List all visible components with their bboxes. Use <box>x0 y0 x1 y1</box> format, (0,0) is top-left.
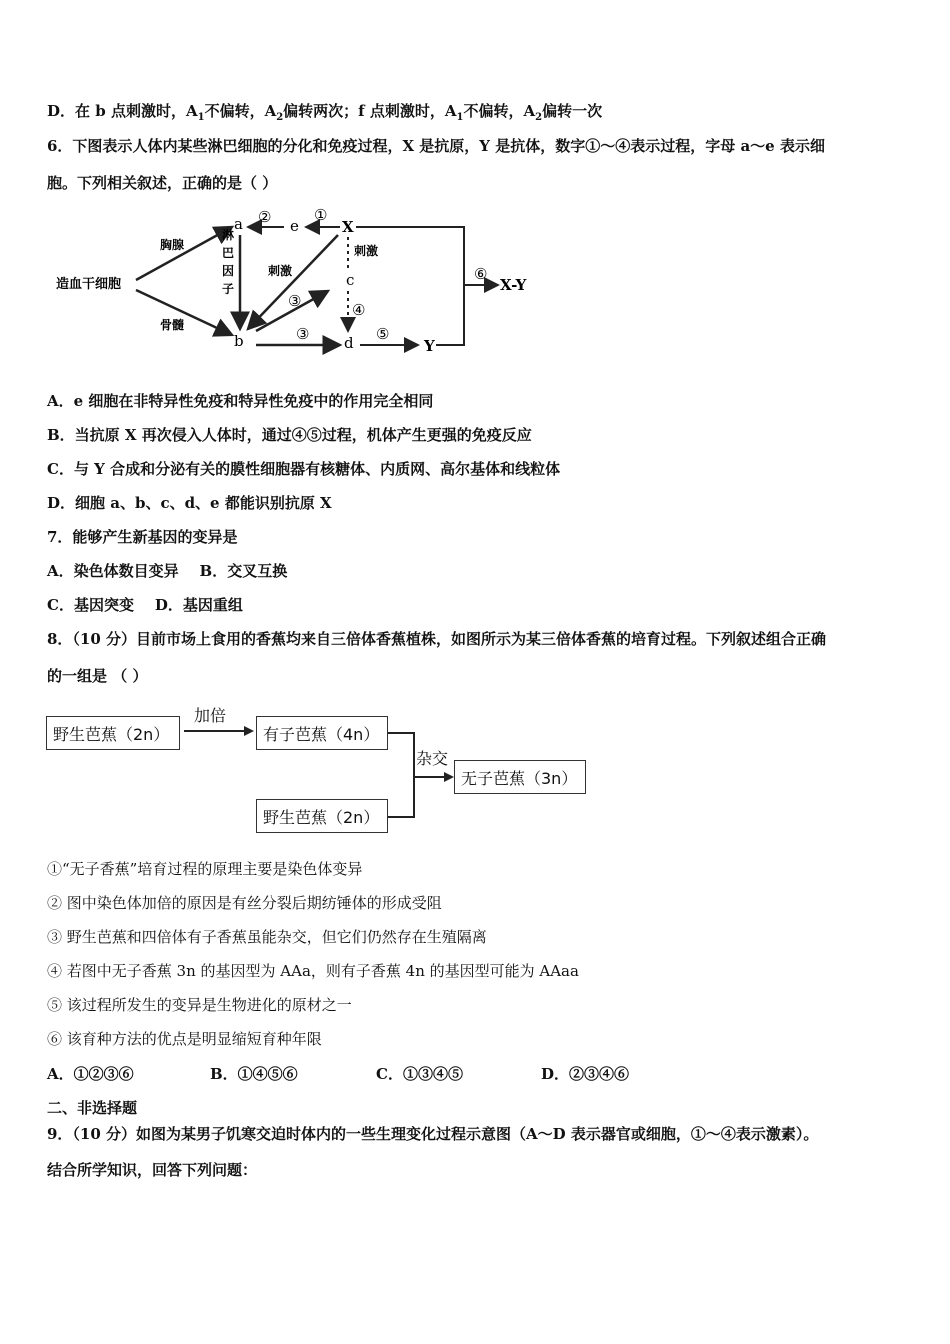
box-seedless-banana: 无子芭蕉（3n） <box>454 760 586 794</box>
box-wild-banana-2: 野生芭蕉（2n） <box>256 799 388 833</box>
marrow-label: 骨髓 <box>160 318 185 332</box>
arrow-hsc-a <box>136 227 232 280</box>
box-seeded-banana: 有子芭蕉（4n） <box>256 716 388 750</box>
q8-statement-4: ④ 若图中无子香蕉 3n 的基因型为 AAa，则有子香蕉 4n 的基因型可能为 AAaa <box>47 962 579 980</box>
q7-options-row2 <box>47 595 243 615</box>
q6-stem-line2: 胞。下列相关叙述，正确的是（ ） <box>47 174 278 192</box>
cell-b: b <box>234 332 244 350</box>
q6-option-a: A．e 细胞在非特异性免疫和特异性免疫中的作用完全相同 <box>47 392 434 410</box>
q8-stem-line1: 8．（10 分）目前市场上食用的香蕉均来自三倍体香蕉植株，如图所示为某三倍体香蕉的培育过程。下列叙述组合正确 <box>47 630 827 648</box>
process-5: ⑤ <box>376 325 390 343</box>
lymphokine-label: 淋巴因子 <box>222 228 235 296</box>
q5-option-d: D．在 b 点刺激时，$A_1$不偏转，$A_2$偏转两次；f 点刺激时，$A_1$不偏转，$A_2$偏转一次 <box>47 102 603 123</box>
q8-option-c: C．①③④⑤ <box>376 1065 463 1083</box>
antigen-x: X <box>342 218 354 236</box>
box-wild-banana-1: 野生芭蕉（2n） <box>46 716 180 750</box>
section-heading: 二、非选择题 <box>47 1099 138 1117</box>
xy-complex: X-Y <box>500 276 527 294</box>
lymphocyte-diagram <box>50 205 550 365</box>
arrow-doubling <box>182 723 256 739</box>
q6-option-c: C．与 Y 合成和分泌有关的膜性细胞器有核糖体、内质网、高尔基体和线粒体 <box>47 460 561 478</box>
q8-option-d: D．②③④⑥ <box>541 1065 630 1083</box>
q8-option-b: B．①④⑤⑥ <box>210 1065 298 1083</box>
q7-option-c: C．基因突变 <box>47 596 134 614</box>
arrow-x-b <box>248 235 338 329</box>
label-cross: 杂交 <box>416 749 449 768</box>
q9-stem-line2: 结合所学知识，回答下列问题： <box>47 1161 258 1179</box>
banana-breeding-diagram <box>44 703 604 835</box>
q6-option-d: D．细胞 a、b、c、d、e 都能识别抗原 X <box>47 494 332 512</box>
q8-statement-1: ①“无子香蕉”培育过程的原理主要是染色体变异 <box>47 860 363 878</box>
process-3a: ③ <box>288 292 302 310</box>
q9-stem-line1: 9．（10 分）如图为某男子饥寒交迫时体内的一些生理变化过程示意图（A～D 表示器官或细胞，①～④表示激素）。 <box>47 1125 819 1143</box>
cell-d: d <box>344 334 354 352</box>
process-4: ④ <box>352 301 366 319</box>
q8-statement-6: ⑥ 该育种方法的优点是明显缩短育种年限 <box>47 1030 322 1048</box>
stim-right-label: 刺激 <box>354 244 379 258</box>
process-6: ⑥ <box>474 265 488 283</box>
q6-stem-line1: 6．下图表示人体内某些淋巴细胞的分化和免疫过程，X 是抗原，Y 是抗体，数字①～④表示过程，字母 a～e 表示细 <box>47 137 825 155</box>
cell-a: a <box>234 215 243 233</box>
cell-c: c <box>346 271 355 289</box>
cross-bracket <box>388 731 454 821</box>
q7-options-row1 <box>47 561 287 581</box>
process-1: ① <box>314 206 328 224</box>
label-doubling: 加倍 <box>194 706 227 725</box>
q8-option-a: A．①②③⑥ <box>47 1065 134 1083</box>
cell-e: e <box>290 217 299 235</box>
process-3b: ③ <box>296 325 310 343</box>
q8-statement-3: ③ 野生芭蕉和四倍体有子香蕉虽能杂交，但它们仍然存在生殖隔离 <box>47 928 487 946</box>
q7-option-d: D．基因重组 <box>154 596 243 614</box>
thymus-label: 胸腺 <box>160 238 185 252</box>
q6-option-b: B．当抗原 X 再次侵入人体时，通过④⑤过程，机体产生更强的免疫反应 <box>47 426 532 444</box>
q7-option-a: A．染色体数目变异 <box>47 562 179 580</box>
stim-left-label: 刺激 <box>268 264 293 278</box>
q8-stem-line2: 的一组是 （ ） <box>47 667 148 685</box>
antibody-y: Y <box>424 337 435 355</box>
q7-option-b: B．交叉互换 <box>199 562 288 580</box>
process-2: ② <box>258 208 272 226</box>
q8-statement-2: ② 图中染色体加倍的原因是有丝分裂后期纺锤体的形成受阻 <box>47 894 442 912</box>
q7-stem: 7．能够产生新基因的变异是 <box>47 528 238 546</box>
q8-statement-5: ⑤ 该过程所发生的变异是生物进化的原材之一 <box>47 996 352 1014</box>
hsc-label: 造血干细胞 <box>56 277 122 292</box>
